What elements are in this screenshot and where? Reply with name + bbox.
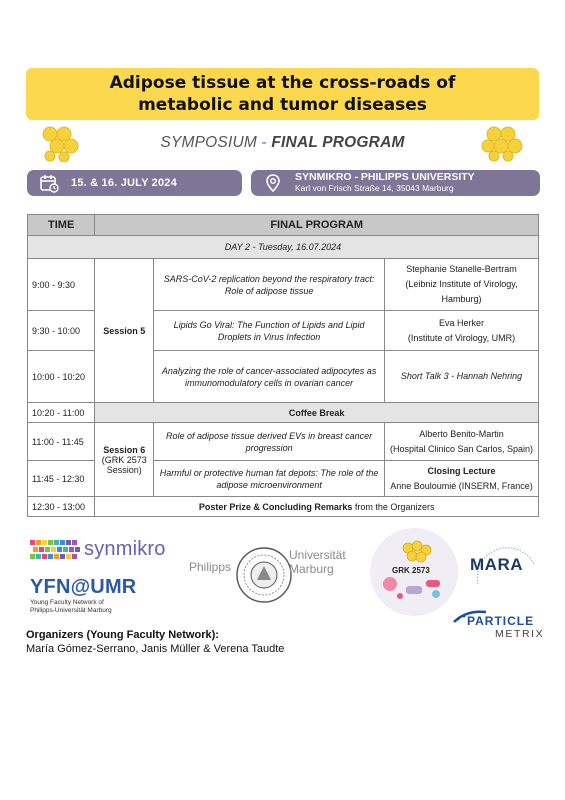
marburg-text: Marburg [289, 562, 334, 576]
talk-title: Harmful or protective human fat depots: The role of the adipose microenvironment [154, 461, 385, 497]
particle-metrix-logo [455, 614, 544, 640]
organizers-block [26, 628, 284, 656]
closing-remarks-rest: from the Organizers [352, 501, 435, 512]
header-final-program: FINAL PROGRAM [95, 215, 539, 236]
session-6-title: Session 6 [103, 444, 146, 455]
session-6-cell [95, 423, 154, 497]
time-cell: 10:20 - 11:00 [28, 403, 95, 423]
title-line-2: metabolic and tumor diseases [138, 95, 427, 115]
time-cell: 9:00 - 9:30 [28, 259, 95, 311]
talk-title: Role of adipose tissue derived EVs in breast cancer progression [154, 423, 385, 461]
table-row [28, 259, 539, 311]
yfn-wordmark: YFN@UMR [30, 576, 137, 598]
speaker-name: Stephanie Stanelle-Bertram [406, 264, 517, 274]
event-date: 15. & 16. JULY 2024 [71, 177, 177, 189]
speaker-name: Alberto Benito-Martin [419, 428, 504, 439]
time-cell: 12:30 - 13:00 [28, 497, 95, 517]
subtitle-final-program: FINAL PROGRAM [271, 134, 405, 151]
calendar-icon [39, 173, 59, 193]
subtitle [0, 134, 565, 152]
synmikro-wordmark: synmikro [84, 538, 166, 560]
speaker-cell [385, 351, 539, 403]
session-6-sub: (GRK 2573 Session) [101, 454, 147, 475]
yfn-subtitle-line2: Philipps-Universität Marburg [30, 607, 112, 614]
location-pin-icon [263, 173, 283, 193]
philipps-wordmark: Philipps [189, 560, 232, 574]
yfn-subtitle [30, 599, 136, 615]
header-time: TIME [28, 215, 95, 236]
table-header-row [28, 215, 539, 236]
date-bar [27, 170, 242, 196]
time-cell: 11:00 - 11:45 [28, 423, 95, 461]
time-cell: 10:00 - 10:20 [28, 351, 95, 403]
title-line-1: Adipose tissue at the cross-roads of [109, 73, 456, 93]
synmikro-dots-icon [30, 539, 82, 561]
speaker-name: Eva Herker [439, 317, 485, 328]
time-cell: 11:45 - 12:30 [28, 461, 95, 497]
grk-label: GRK 2573 [392, 566, 430, 575]
universitat-marburg-wordmark [289, 548, 346, 576]
title-banner [26, 68, 539, 120]
coffee-break-cell: Coffee Break [95, 403, 539, 423]
particle-text: PARTICLE [467, 614, 535, 628]
speaker-affiliation: (Hospital Clinico San Carlos, Spain) [389, 443, 534, 454]
speaker-cell [385, 259, 539, 311]
organizers-names: María Gómez-Serrano, Janis Müller & Verena Taudte [26, 643, 285, 655]
table-row [28, 423, 539, 461]
talk-title: Lipids Go Viral: The Function of Lipids and Lipid Droplets in Virus Infection [154, 311, 385, 351]
speaker-affiliation: (Leibniz Institute of Virology, Hamburg) [405, 279, 518, 304]
metrix-text: METRIX [495, 628, 545, 640]
speaker-affiliation: (Institute of Virology, UMR) [407, 332, 516, 343]
talk-title: Analyzing the role of cancer-associated adipocytes as immunomodulatory cells in ovarian cancer [154, 351, 385, 403]
venue-address: Karl von Frisch Straße 14, 35043 Marburg [295, 183, 454, 193]
program-table [27, 214, 539, 517]
mara-wordmark: MARA [470, 555, 523, 574]
university-seal-icon [235, 546, 293, 604]
speaker-cell [385, 461, 539, 497]
venue-title: SYNMIKRO - PHILIPPS UNIVERSITY [295, 171, 475, 183]
speaker-name: Anne Bouloumié (INSERM, France) [390, 480, 533, 491]
venue-bar [251, 170, 540, 196]
table-row [28, 497, 539, 517]
day-row [28, 236, 539, 259]
organizers-title: Organizers (Young Faculty Network): [26, 629, 219, 641]
yfn-logo [30, 576, 136, 615]
synmikro-logo [30, 538, 166, 561]
subtitle-separator: - [261, 134, 267, 151]
subtitle-symposium: SYMPOSIUM [160, 134, 257, 151]
closing-remarks-bold: Poster Prize & Concluding Remarks [198, 501, 353, 512]
speaker-cell [385, 423, 539, 461]
speaker-cell [385, 311, 539, 351]
closing-remarks-cell [95, 497, 539, 517]
universitat-text: Universität [289, 548, 346, 562]
yfn-subtitle-line1: Young Faculty Network of [30, 599, 104, 606]
session-5-cell: Session 5 [95, 259, 154, 403]
closing-lecture-label: Closing Lecture [427, 465, 496, 476]
speaker-name: Short Talk 3 - Hannah Nehring [400, 371, 523, 381]
time-cell: 9:30 - 10:00 [28, 311, 95, 351]
talk-title: SARS-CoV-2 replication beyond the respiratory tract: Role of adipose tissue [154, 259, 385, 311]
table-row [28, 403, 539, 423]
day-label: DAY 2 - Tuesday, 16.07.2024 [28, 236, 539, 259]
